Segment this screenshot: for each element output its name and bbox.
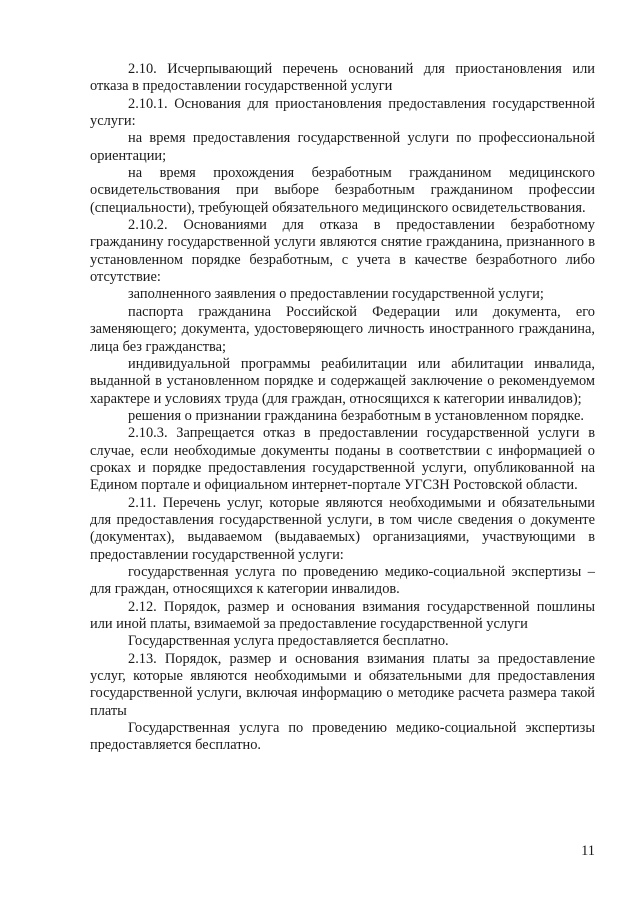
paragraph-2-12-answer: Государственная услуга предоставляется бесплатно.: [128, 633, 449, 650]
paragraph-2-10-heading: 2.10. Исчерпывающий перечень оснований для приостановления или отказа в предоставлении государственной услуги: [90, 61, 595, 95]
paragraph-2-10-3: 2.10.3. Запрещается отказ в предоставлении государственной услуги в случае, если необходимые документы поданы в соответствии с информацией о сроках и порядке предоставления государственной услуги, опубликованной на Едином портале и официальном интернет-портале УГСЗН Ростовской области.: [90, 425, 595, 494]
paragraph-2-10-2: 2.10.2. Основаниями для отказа в предоставлении безработному гражданину государственной услуги являются снятие гражданина, признанного в установленном порядке безработным, с учета в качестве безработного либо отсутствие:: [90, 217, 595, 286]
paragraph-refusal-item-1: заполненного заявления о предоставлении государственной услуги;: [128, 286, 544, 303]
paragraph-2-13: 2.13. Порядок, размер и основания взимания платы за предоставление услуг, которые являются необходимыми и обязательными для предоставления государственной услуги, включая информацию о методике расчета размера такой платы: [90, 650, 595, 719]
paragraph-suspension-ground-2: на время прохождения безработным гражданином медицинского освидетельствования при выборе безработным гражданином профессии (специальности), требующей обязательного медицинского освидетельствования.: [90, 165, 595, 216]
paragraph-2-11: 2.11. Перечень услуг, которые являются необходимыми и обязательными для предоставления государственной услуги, в том числе сведения о документе (документах), выдаваемом (выдаваемых) организациями, участвующими в предоставлении государственной услуги:: [90, 494, 595, 563]
paragraph-2-10-1: 2.10.1. Основания для приостановления предоставления государственной услуги:: [90, 95, 595, 130]
page-number: 11: [581, 843, 595, 859]
paragraph-2-12: 2.12. Порядок, размер и основания взимания государственной пошлины или иной платы, взимаемой за предоставление государственной услуги: [90, 598, 595, 632]
paragraph-refusal-item-2: паспорта гражданина Российской Федерации или документа, его заменяющего; документа, удостоверяющего личность иностранного гражданина, лица без гражданства;: [90, 303, 595, 355]
paragraph-2-13-answer: Государственная услуга по проведению медико-социальной экспертизы предоставляется бесплатно.: [90, 720, 595, 754]
paragraph-refusal-item-4: решения о признании гражданина безработным в установленном порядке.: [128, 407, 584, 424]
paragraph-suspension-ground-1: на время предоставления государственной услуги по профессиональной ориентации;: [90, 130, 595, 164]
paragraph-2-11-item: государственная услуга по проведению медико-социальной экспертизы – для граждан, относящихся к категории инвалидов.: [90, 563, 595, 598]
paragraph-refusal-item-3: индивидуальной программы реабилитации или абилитации инвалида, выданной в установленном порядке и содержащей заключение о рекомендуемом характере и условиях труда (для граждан, относящихся к категории инвалидов);: [90, 355, 595, 407]
document-body: [90, 61, 595, 755]
